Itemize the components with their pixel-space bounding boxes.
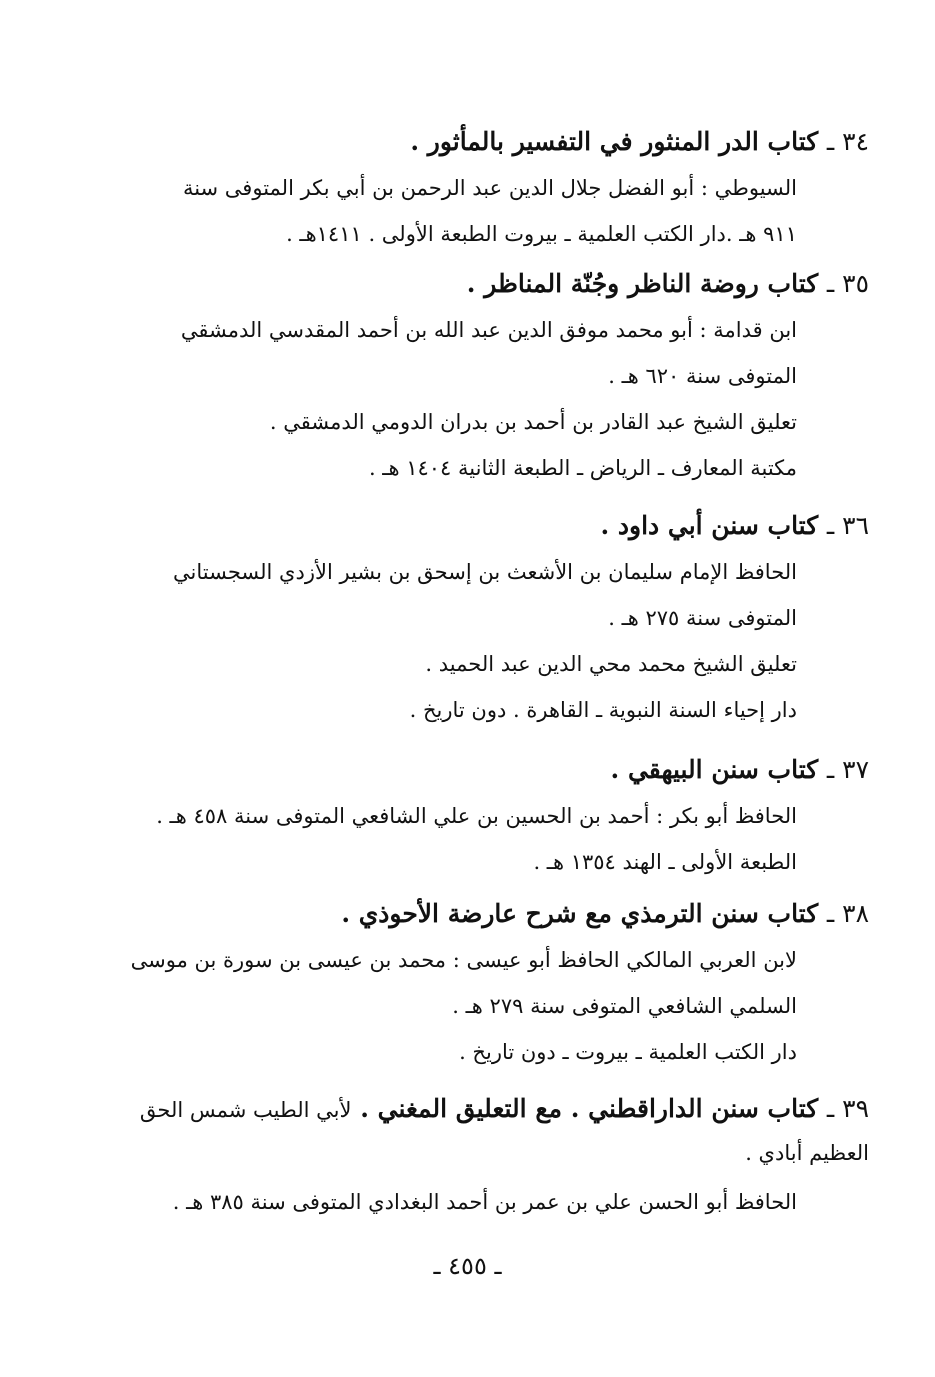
entry-line: المتوفى سنة ٦٢٠ هـ . bbox=[608, 364, 797, 388]
entry-title bbox=[89, 266, 869, 302]
entry-title bbox=[89, 896, 869, 932]
entry-number: ٣٦ ـ bbox=[826, 511, 869, 540]
entry-title-tail: لأبي الطيب شمس الحق العظيم أبادي . bbox=[139, 1098, 869, 1165]
bibliography-entry-35 bbox=[89, 266, 869, 486]
entry-title bbox=[89, 508, 869, 544]
entry-title-text: كتاب سنن الترمذي مع شرح عارضة الأحوذي . bbox=[341, 899, 819, 928]
bibliography-entry-38 bbox=[89, 896, 869, 1070]
bibliography-entry-39 bbox=[89, 1088, 869, 1220]
entry-line: تعليق الشيخ محمد محي الدين عبد الحميد . bbox=[425, 652, 797, 676]
bibliography-entry-36 bbox=[89, 508, 869, 728]
entry-line: الحافظ الإمام سليمان بن الأشعث بن إسحق بن بشير الأزدي السجستاني bbox=[173, 560, 797, 584]
entry-line: ابن قدامة : أبو محمد موفق الدين عبد الله بن أحمد المقدسي الدمشقي bbox=[180, 318, 797, 342]
entry-line: المتوفى سنة ٢٧٥ هـ . bbox=[608, 606, 797, 630]
entry-line: دار إحياء السنة النبوية ـ القاهرة . دون تاريخ . bbox=[409, 698, 797, 722]
entry-number: ٣٧ ـ bbox=[826, 755, 869, 784]
entry-line: السيوطي : أبو الفضل جلال الدين عبد الرحمن بن أبي بكر المتوفى سنة bbox=[182, 176, 797, 200]
bibliography-entry-37 bbox=[89, 752, 869, 880]
entry-line: السلمي الشافعي المتوفى سنة ٢٧٩ هـ . bbox=[452, 994, 797, 1018]
entry-line: الحافظ أبو الحسن علي بن عمر بن أحمد البغدادي المتوفى سنة ٣٨٥ هـ . bbox=[172, 1190, 797, 1214]
entry-line: دار الكتب العلمية ـ بيروت ـ دون تاريخ . bbox=[459, 1040, 797, 1064]
entry-line: الطبعة الأولى ـ الهند ١٣٥٤ هـ . bbox=[533, 850, 797, 874]
entry-line: تعليق الشيخ عبد القادر بن أحمد بن بدران الدومي الدمشقي . bbox=[269, 410, 797, 434]
entry-title-text: كتاب الدر المنثور في التفسير بالمأثور . bbox=[410, 127, 819, 156]
bibliography-entry-34 bbox=[89, 124, 869, 252]
entry-line: لابن العربي المالكي الحافظ أبو عيسى : محمد بن عيسى بن سورة بن موسى bbox=[130, 948, 797, 972]
entry-title bbox=[89, 124, 869, 160]
entry-number: ٣٥ ـ bbox=[826, 269, 869, 298]
entry-line: مكتبة المعارف ـ الرياض ـ الطبعة الثانية ١٤٠٤ هـ . bbox=[368, 456, 797, 480]
entry-title-text: كتاب سنن أبي داود . bbox=[600, 511, 819, 540]
entry-line: الحافظ أبو بكر : أحمد بن الحسين بن علي الشافعي المتوفى سنة ٤٥٨ هـ . bbox=[156, 804, 797, 828]
entry-number: ٣٤ ـ bbox=[826, 127, 869, 156]
page-number: ـ ٤٥٥ ـ bbox=[433, 1252, 502, 1280]
entry-number: ٣٩ ـ bbox=[826, 1094, 869, 1123]
entry-title bbox=[89, 752, 869, 788]
entry-line: ٩١١ هـ .دار الكتب العلمية ـ بيروت الطبعة الأولى . ١٤١١هـ . bbox=[286, 222, 797, 246]
entry-number: ٣٨ ـ bbox=[826, 899, 869, 928]
entry-title-text: كتاب روضة الناظر وجُنّة المناظر . bbox=[466, 269, 819, 298]
entry-title bbox=[89, 1088, 869, 1174]
entry-title-text: كتاب سنن البيهقي . bbox=[610, 755, 819, 784]
entry-title-text: كتاب سنن الداراقطني . مع التعليق المغني . bbox=[360, 1094, 819, 1123]
